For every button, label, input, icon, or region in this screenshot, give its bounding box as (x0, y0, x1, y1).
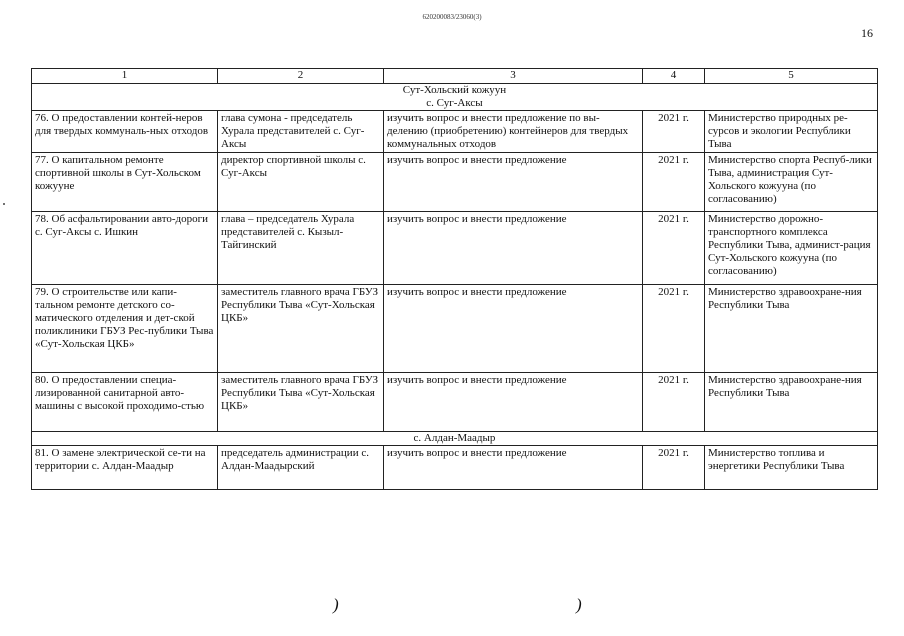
cell-issue: 80. О предоставлении специа-лизированной санитарной авто-машины с высокой проходимо-стью (32, 373, 218, 432)
cell-year: 2021 г. (643, 111, 705, 153)
cell-responsible: глава – председатель Хурала представителей с. Кызыл-Тайгинский (218, 212, 384, 285)
cell-executor: Министерство здравоохране-ния Республики Тыва (705, 285, 878, 373)
cell-responsible: директор спортивной школы с. Суг-Аксы (218, 153, 384, 212)
table-row (32, 285, 878, 373)
cell-issue: 81. О замене электрической се-ти на территории с. Алдан-Маадыр (32, 446, 218, 490)
scan-mark-right: ) (576, 595, 582, 614)
cell-executor: Министерство топлива и энергетики Республики Тыва (705, 446, 878, 490)
cell-responsible: заместитель главного врача ГБУЗ Республики Тыва «Сут-Хольская ЦКБ» (218, 373, 384, 432)
scan-mark-left: ) (333, 595, 339, 614)
cell-year: 2021 г. (643, 212, 705, 285)
cell-executor: Министерство спорта Респуб-лики Тыва, администрация Сут-Хольского кожууна (по согласованию) (705, 153, 878, 212)
district-name: Сут-Хольский кожуун (402, 84, 507, 96)
column-header: 1 (32, 69, 218, 84)
section-row (32, 84, 878, 111)
cell-action: изучить вопрос и внести предложение (384, 212, 643, 285)
cell-action: изучить вопрос и внести предложение (384, 373, 643, 432)
section-heading (32, 84, 878, 111)
cell-responsible: заместитель главного врача ГБУЗ Республики Тыва «Сут-Хольская ЦКБ» (218, 285, 384, 373)
cell-issue: 77. О капитальном ремонте спортивной школы в Сут-Хольском кожууне (32, 153, 218, 212)
scan-speck (3, 203, 5, 205)
page-number: 16 (861, 26, 873, 40)
cell-issue: 76. О предоставлении контей-неров для твердых коммуналь-ных отходов (32, 111, 218, 153)
cell-issue: 78. Об асфальтировании авто-дороги с. Суг-Аксы с. Ишкин (32, 212, 218, 285)
cell-action: изучить вопрос и внести предложение (384, 446, 643, 490)
action-plan-table (31, 68, 878, 490)
cell-action: изучить вопрос и внести предложение (384, 285, 643, 373)
village-name: с. Суг-Аксы (426, 97, 483, 109)
column-header: 2 (218, 69, 384, 84)
column-header: 5 (705, 69, 878, 84)
table-row (32, 373, 878, 432)
table-row (32, 153, 878, 212)
cell-executor: Министерство здравоохране-ния Республики Тыва (705, 373, 878, 432)
cell-year: 2021 г. (643, 285, 705, 373)
cell-responsible: глава сумона - председатель Хурала представителей с. Суг-Аксы (218, 111, 384, 153)
section-heading (32, 432, 878, 446)
cell-year: 2021 г. (643, 373, 705, 432)
cell-responsible: председатель администрации с. Алдан-Маадырский (218, 446, 384, 490)
column-header: 3 (384, 69, 643, 84)
village-name: с. Алдан-Маадыр (413, 432, 496, 444)
column-number-row (32, 69, 878, 84)
section-row (32, 432, 878, 446)
cell-executor: Министерство природных ре-сурсов и экологии Республики Тыва (705, 111, 878, 153)
cell-issue: 79. О строительстве или капи-тальном ремонте детского со-матического отделения и дет-ской поликлиники ГБУЗ Рес-публики Тыва «Сут-Хольская ЦКБ» (32, 285, 218, 373)
cell-action: изучить вопрос и внести предложение (384, 153, 643, 212)
table-row (32, 212, 878, 285)
cell-action: изучить вопрос и внести предложение по вы-делению (приобретению) контейнеров для твердых коммунальных отходов (384, 111, 643, 153)
cell-year: 2021 г. (643, 153, 705, 212)
column-header: 4 (643, 69, 705, 84)
document-code: 620200083/23060(3) (422, 13, 482, 21)
table-row (32, 446, 878, 490)
cell-year: 2021 г. (643, 446, 705, 490)
cell-executor: Министерство дорожно-транспортного комплекса Республики Тыва, админист-рация Сут-Хольского кожууна (по согласованию) (705, 212, 878, 285)
table-row (32, 111, 878, 153)
